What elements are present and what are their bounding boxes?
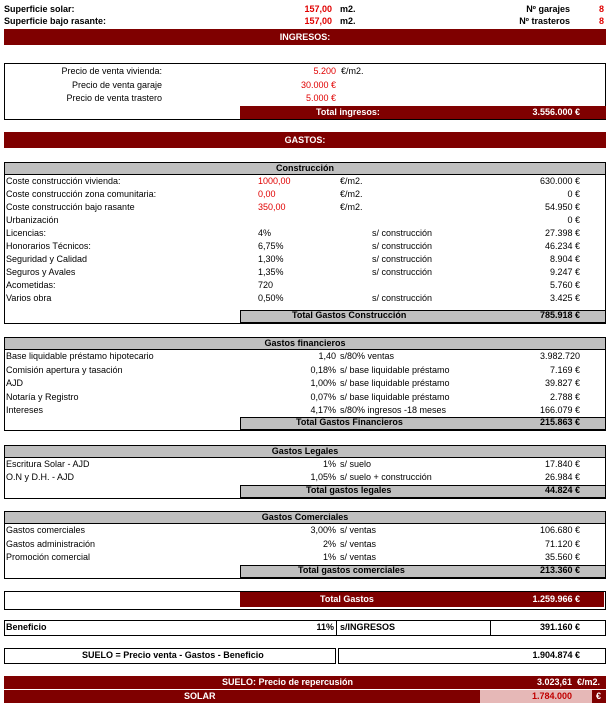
total-construccion-label: Total Gastos Construcción <box>292 310 407 320</box>
construccion-row-amount: 5.760 € <box>549 280 580 290</box>
construccion-row-label: Coste construcción zona comunitaria: <box>6 189 157 199</box>
beneficio-label: Beneficio <box>6 622 47 632</box>
financieros-row-label: AJD <box>6 378 24 388</box>
construccion-row-label: Urbanización <box>6 215 59 225</box>
financieros-row-amount: 7.169 € <box>549 364 580 375</box>
precio-vivienda-label: Precio de venta vivienda: <box>61 66 162 76</box>
construccion-row-amount: 0 € <box>567 215 580 225</box>
legales-row-pct[interactable]: 1,05% <box>310 472 336 482</box>
construccion-row-v1[interactable]: 1,35% <box>258 267 284 277</box>
total-gastos-value: 1.259.966 € <box>532 594 580 604</box>
construccion-row-amount: 54.950 € <box>544 202 580 212</box>
trasteros-label: Nº trasteros <box>519 16 570 26</box>
construccion-row-label: Coste construcción vivienda: <box>6 176 121 186</box>
construccion-row-amount: 3.425 € <box>549 293 580 303</box>
construccion-row-label: Varios obra <box>6 293 52 303</box>
financieros-row-label: Notaría y Registro <box>6 391 79 402</box>
financieros-row-pct[interactable]: 0,18% <box>310 364 336 375</box>
ingresos-title: INGRESOS: <box>279 32 331 42</box>
financieros-row-pct[interactable]: 4,17% <box>310 405 336 415</box>
superficie-solar-unit: m2. <box>340 4 356 14</box>
financieros-row-pct[interactable]: 1,00% <box>310 378 336 388</box>
comerciales-row-desc: s/ ventas <box>340 552 377 562</box>
comerciales-row-desc: s/ ventas <box>340 538 377 549</box>
total-legales-label: Total gastos legales <box>306 485 392 495</box>
garajes-value[interactable]: 8 <box>598 4 604 14</box>
construccion-row-label: Seguros y Avales <box>6 267 76 277</box>
total-ingresos-label: Total ingresos: <box>316 107 380 117</box>
construccion-row-v1[interactable]: 350,00 <box>258 202 286 212</box>
solar-label: SOLAR <box>184 691 216 701</box>
precio-trastero-value[interactable]: 5.000 € <box>305 93 336 103</box>
construccion-row-label: Coste construcción bajo rasante <box>6 202 135 212</box>
repercusion-unit: €/m2. <box>577 677 601 687</box>
solar-unit: € <box>596 691 602 701</box>
comerciales-title: Gastos Comerciales <box>4 511 606 524</box>
superficie-bajo-label: Superficie bajo rasante: <box>4 16 107 26</box>
financieros-row-desc: s/ base liquidable préstamo <box>340 391 450 402</box>
repercusion-label: SUELO: Precio de repercusión <box>222 677 354 687</box>
gastos-title: GASTOS: <box>284 135 326 145</box>
total-comerciales-value: 213.360 € <box>539 565 580 575</box>
precio-garaje-label: Precio de venta garaje <box>71 80 162 90</box>
total-construccion-value: 785.918 € <box>539 310 580 320</box>
financieros-row-pct[interactable]: 0,07% <box>310 391 336 402</box>
legales-row-desc: s/ suelo + construcción <box>340 472 432 482</box>
construccion-row-v3: s/ construcción <box>372 267 433 277</box>
financieros-row-desc: s/ base liquidable préstamo <box>340 364 450 375</box>
comerciales-row-amount: 106.680 € <box>539 525 580 535</box>
construccion-row-v3: s/ construcción <box>372 228 433 238</box>
financieros-row-amount: 2.788 € <box>549 391 580 402</box>
superficie-solar-value[interactable]: 157,00 <box>304 4 332 14</box>
comerciales-row-pct[interactable]: 3,00% <box>310 525 336 535</box>
trasteros-value[interactable]: 8 <box>598 16 604 26</box>
financieros-row-pct[interactable]: 1,40 <box>318 351 336 361</box>
total-gastos-label: Total Gastos <box>320 594 374 604</box>
total-financieros-label: Total Gastos Financieros <box>296 417 403 427</box>
financieros-row-amount: 166.079 € <box>539 405 580 415</box>
construccion-row-amount: 9.247 € <box>549 267 580 277</box>
comerciales-row-label: Gastos comerciales <box>6 525 86 535</box>
legales-row-amount: 17.840 € <box>544 459 580 469</box>
beneficio-desc: s/INGRESOS <box>340 622 396 632</box>
financieros-row-desc: s/80% ventas <box>340 351 395 361</box>
construccion-row-v1[interactable]: 1000,00 <box>258 176 291 186</box>
legales-row-pct[interactable]: 1% <box>322 459 336 469</box>
financieros-row-label: Intereses <box>6 405 44 415</box>
financieros-row-desc: s/ base liquidable préstamo <box>340 378 450 388</box>
construccion-row-v1[interactable]: 1,30% <box>258 254 284 264</box>
precio-trastero-label: Precio de venta trastero <box>66 93 162 103</box>
construccion-row-v1[interactable]: 720 <box>258 280 274 290</box>
construccion-row-v1[interactable]: 6,75% <box>258 241 284 251</box>
construccion-row-v1[interactable]: 4% <box>258 228 272 238</box>
legales-row-label: Escritura Solar - AJD <box>6 459 90 469</box>
garajes-label: Nº garajes <box>526 4 570 14</box>
construccion-row-v1[interactable]: 0,00 <box>258 189 276 199</box>
comerciales-row-pct[interactable]: 1% <box>322 552 336 562</box>
comerciales-row-label: Promoción comercial <box>6 552 91 562</box>
suelo-value: 1.904.874 € <box>532 650 580 660</box>
construccion-row-v3: s/ construcción <box>372 293 433 303</box>
suelo-label: SUELO = Precio venta - Gastos - Beneficio <box>82 650 264 660</box>
financieros-row-amount: 39.827 € <box>544 378 580 388</box>
financieros-title: Gastos financieros <box>4 337 606 350</box>
construccion-row-v2: €/m2. <box>340 189 363 199</box>
legales-row-label: O.N y D.H. - AJD <box>6 472 75 482</box>
construccion-row-v1[interactable]: 0,50% <box>258 293 284 303</box>
construccion-row-v2: €/m2. <box>340 202 363 212</box>
comerciales-row-desc: s/ ventas <box>340 525 377 535</box>
beneficio-pct[interactable]: 11% <box>316 622 334 632</box>
superficie-bajo-unit: m2. <box>340 16 356 26</box>
financieros-row-desc: s/80% ingresos -18 meses <box>340 405 447 415</box>
legales-row-desc: s/ suelo <box>340 459 372 469</box>
repercusion-value: 3.023,61 <box>536 677 572 687</box>
construccion-row-v3: s/ construcción <box>372 254 433 264</box>
construccion-row-label: Honorarios Técnicos: <box>6 241 91 251</box>
legales-title: Gastos Legales <box>4 445 606 458</box>
comerciales-row-amount: 71.120 € <box>544 538 580 549</box>
comerciales-row-label: Gastos administración <box>6 538 96 549</box>
superficie-bajo-value[interactable]: 157,00 <box>304 16 332 26</box>
precio-garaje-value[interactable]: 30.000 € <box>300 80 336 90</box>
total-legales-value: 44.824 € <box>544 485 580 495</box>
precio-vivienda-unit: €/m2. <box>341 66 364 76</box>
comerciales-row-amount: 35.560 € <box>544 552 580 562</box>
construccion-row-v3: s/ construcción <box>372 241 433 251</box>
total-financieros-value: 215.863 € <box>539 417 580 427</box>
beneficio-value: 391.160 € <box>539 622 580 632</box>
superficie-solar-label: Superficie solar: <box>4 4 75 14</box>
construccion-row-amount: 46.234 € <box>544 241 580 251</box>
total-ingresos-value: 3.556.000 € <box>532 107 580 117</box>
construccion-row-amount: 8.904 € <box>549 254 580 264</box>
precio-vivienda-value[interactable]: 5.200 <box>313 66 336 76</box>
financieros-row-amount: 3.982.720 <box>539 351 580 361</box>
construccion-row-v2: €/m2. <box>340 176 363 186</box>
comerciales-row-pct[interactable]: 2% <box>322 538 336 549</box>
financieros-row-label: Comisión apertura y tasación <box>6 364 123 375</box>
construccion-row-amount: 630.000 € <box>539 176 580 186</box>
construccion-title: Construcción <box>4 162 606 175</box>
construccion-row-label: Licencias: <box>6 228 47 238</box>
construccion-row-amount: 27.398 € <box>544 228 580 238</box>
solar-value[interactable]: 1.784.000 <box>531 691 572 701</box>
construccion-row-label: Acometidas: <box>6 280 56 290</box>
construccion-row-amount: 0 € <box>567 189 580 199</box>
financieros-row-label: Base liquidable préstamo hipotecario <box>6 351 154 361</box>
legales-row-amount: 26.984 € <box>544 472 580 482</box>
total-comerciales-label: Total gastos comerciales <box>298 565 405 575</box>
construccion-row-label: Seguridad y Calidad <box>6 254 88 264</box>
